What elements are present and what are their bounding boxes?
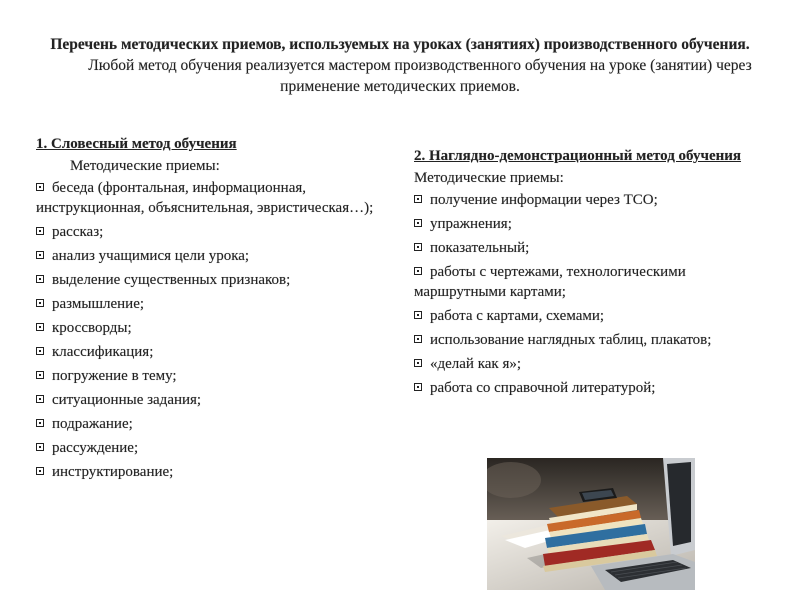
list-item xyxy=(414,354,754,374)
square-bullet-icon xyxy=(414,359,422,367)
list-item-text: работа с картами, схемами; xyxy=(430,308,605,324)
list-item-text: классификация; xyxy=(52,344,154,360)
list-item-text: использование наглядных таблиц, плакатов; xyxy=(430,332,712,348)
list-item-text: рассказ; xyxy=(52,224,104,240)
list-item-text: получение информации через ТСО; xyxy=(430,192,658,208)
list-item xyxy=(36,178,386,218)
list-item xyxy=(36,246,386,266)
left-heading: 1. Словесный метод обучения xyxy=(36,136,237,152)
square-bullet-icon xyxy=(414,335,422,343)
list-item-text: ситуационные задания; xyxy=(52,392,202,408)
left-subheading: Методические приемы: xyxy=(70,158,220,174)
square-bullet-icon xyxy=(414,219,422,227)
right-column xyxy=(414,146,754,402)
list-item xyxy=(36,462,386,482)
square-bullet-icon xyxy=(36,467,44,475)
square-bullet-icon xyxy=(36,227,44,235)
list-item xyxy=(36,270,386,290)
list-item-text: беседа (фронтальная, информационная, инструкционная, объяснительная, эвристическая…); xyxy=(36,180,374,216)
list-item-text: «делай как я»; xyxy=(430,356,522,372)
list-item xyxy=(414,330,754,350)
list-item-text: погружение в тему; xyxy=(52,368,177,384)
list-item-text: упражнения; xyxy=(430,216,512,232)
list-item-text: подражание; xyxy=(52,416,133,432)
list-item xyxy=(36,342,386,362)
list-item xyxy=(414,378,754,398)
list-item xyxy=(36,414,386,434)
square-bullet-icon xyxy=(36,395,44,403)
list-item-text: показательный; xyxy=(430,240,530,256)
list-item xyxy=(414,306,754,326)
right-list xyxy=(414,190,754,398)
left-list xyxy=(36,178,386,482)
square-bullet-icon xyxy=(36,347,44,355)
list-item xyxy=(36,222,386,242)
square-bullet-icon xyxy=(36,323,44,331)
list-item-text: размышление; xyxy=(52,296,145,312)
square-bullet-icon xyxy=(36,443,44,451)
square-bullet-icon xyxy=(414,267,422,275)
list-item-text: кроссворды; xyxy=(52,320,132,336)
list-item-text: инструктирование; xyxy=(52,464,174,480)
list-item xyxy=(36,390,386,410)
list-item xyxy=(414,238,754,258)
list-item-text: анализ учащимися цели урока; xyxy=(52,248,250,264)
square-bullet-icon xyxy=(414,311,422,319)
list-item xyxy=(414,262,754,302)
square-bullet-icon xyxy=(36,419,44,427)
right-subheading: Методические приемы: xyxy=(414,170,564,186)
square-bullet-icon xyxy=(36,299,44,307)
square-bullet-icon xyxy=(414,383,422,391)
page-title: Перечень методических приемов, используемых на уроках (занятиях) производственного обучения. xyxy=(50,36,750,53)
square-bullet-icon xyxy=(36,183,44,191)
list-item xyxy=(36,438,386,458)
list-item-text: рассуждение; xyxy=(52,440,139,456)
list-item xyxy=(36,294,386,314)
books-laptop-photo xyxy=(487,458,695,590)
list-item xyxy=(414,190,754,210)
slide-header xyxy=(40,34,760,97)
list-item xyxy=(414,214,754,234)
square-bullet-icon xyxy=(36,251,44,259)
square-bullet-icon xyxy=(414,243,422,251)
list-item-text: работа со справочной литературой; xyxy=(430,380,656,396)
list-item xyxy=(36,318,386,338)
list-item-text: выделение существенных признаков; xyxy=(52,272,291,288)
square-bullet-icon xyxy=(36,275,44,283)
list-item-text: работы с чертежами, технологическими маршрутными картами; xyxy=(414,264,686,300)
intro-text: Любой метод обучения реализуется мастером производственного обучения на уроке (занятии) через применение методических приемов. xyxy=(88,57,752,95)
square-bullet-icon xyxy=(36,371,44,379)
square-bullet-icon xyxy=(414,195,422,203)
right-heading: 2. Наглядно-демонстрационный метод обучения xyxy=(414,148,742,164)
list-item xyxy=(36,366,386,386)
left-column xyxy=(36,134,386,486)
